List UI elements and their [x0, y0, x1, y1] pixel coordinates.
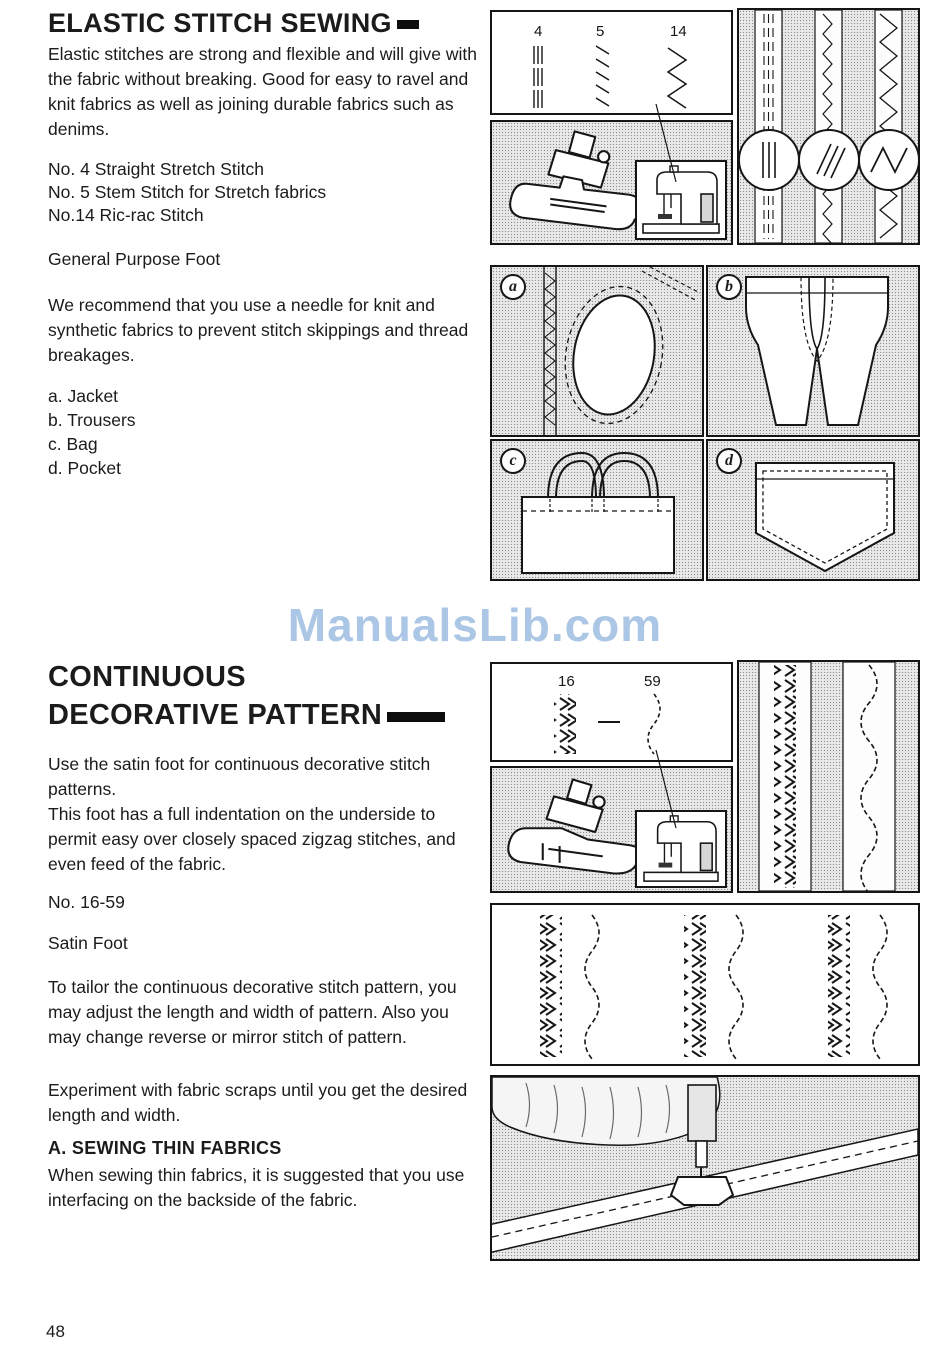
decorative-sample-illustration — [739, 662, 918, 891]
section-title-continuous — [48, 658, 445, 734]
application-item: a. Jacket — [48, 386, 119, 406]
general-purpose-foot-illustration — [494, 122, 644, 243]
general-purpose-foot-panel — [490, 120, 733, 245]
figure-applications-grid — [490, 265, 920, 581]
stitch-list-item: No. 5 Stem Stitch for Stretch fabrics — [48, 182, 327, 202]
satin-foot-illustration — [494, 770, 644, 893]
stitch-closeup-panel — [737, 8, 920, 245]
figure-decorative-overview — [490, 660, 920, 893]
application-item: b. Trousers — [48, 410, 136, 430]
thin-fabrics-subheading: A. SEWING THIN FABRICS — [48, 1138, 282, 1158]
page-number: 48 — [46, 1322, 65, 1341]
gathered-fabric — [492, 1077, 720, 1145]
pattern-group-2 — [684, 915, 743, 1059]
manualslib-watermark: ManualsLib.com — [287, 599, 663, 651]
continuous-para4: Experiment with fabric scraps until you get the desired length and width. — [48, 1080, 468, 1125]
panel-label-a: a — [500, 274, 526, 300]
elastic-applications-list — [48, 384, 136, 480]
elastic-needle-note: We recommend that you use a needle for knit and synthetic fabrics to prevent stitch skippings and thread breakages. — [48, 295, 469, 365]
application-item: c. Bag — [48, 434, 98, 454]
satin-foot-panel — [490, 766, 733, 893]
continuous-para3: To tailor the continuous decorative stitch pattern, you may adjust the length and width of pattern. Also you may change reverse or mirror stitch of pattern. — [48, 977, 457, 1047]
stitch-label-5: 5 — [596, 23, 605, 40]
stitch-label-14: 14 — [670, 23, 687, 40]
section-title-line2: DECORATIVE PATTERN — [48, 699, 383, 731]
continuous-para5: When sewing thin fabrics, it is suggested that you use interfacing on the backside of the fabric. — [48, 1165, 465, 1210]
figure-pattern-variations — [490, 903, 920, 1066]
panel-label-d: d — [716, 448, 742, 474]
pattern-number-panel — [490, 662, 733, 762]
continuous-para1: Use the satin foot for continuous decorative stitch patterns. — [48, 754, 431, 799]
pattern-16-glyph — [554, 694, 576, 754]
stitch-list-item: No. 4 Straight Stretch Stitch — [48, 159, 264, 179]
sewing-machine-mini-panel — [635, 160, 727, 240]
stitch-label-16: 16 — [558, 673, 575, 690]
panel-bag — [490, 439, 704, 581]
pattern-samples-16-59 — [492, 664, 731, 760]
decorative-sample-panel — [737, 660, 920, 893]
magnifier-circles — [739, 130, 918, 190]
pattern-group-3 — [828, 915, 887, 1059]
figure-elastic-overview — [490, 8, 920, 245]
stitch-number-panel — [490, 10, 733, 115]
title-bar-decoration — [397, 20, 419, 29]
elastic-stitch-list — [48, 158, 480, 227]
sewing-closeup-illustration — [492, 1077, 918, 1259]
continuous-intro — [48, 752, 484, 877]
panel-pocket — [706, 439, 920, 581]
sewing-machine-illustration — [637, 812, 725, 886]
panel-jacket — [490, 265, 704, 437]
pattern-group-1 — [540, 915, 599, 1059]
sewing-machine-mini-panel — [635, 810, 727, 888]
figure-sewing-closeup — [490, 1075, 920, 1261]
continuous-foot-name: Satin Foot — [48, 933, 128, 953]
stitch-label-59: 59 — [644, 673, 661, 690]
straight-stretch-stitch-glyph — [534, 46, 542, 108]
section-title-line1: CONTINUOUS — [48, 661, 246, 693]
stitch-label-4: 4 — [534, 23, 543, 40]
panel-label-b: b — [716, 274, 742, 300]
pattern-59-glyph — [648, 694, 660, 754]
section-title-line2-row — [48, 696, 445, 734]
elastic-foot-name: General Purpose Foot — [48, 249, 221, 269]
title-bar-decoration — [387, 712, 445, 722]
chevron-pattern-strip — [774, 665, 796, 888]
ric-rac-stitch-glyph — [668, 48, 686, 108]
sewing-machine-illustration — [637, 162, 725, 238]
stitch-list-item: No.14 Ric-rac Stitch — [48, 205, 204, 225]
stitch-samples-4-5-14 — [492, 12, 731, 113]
stitch-closeup-illustration — [739, 10, 918, 243]
elastic-intro-paragraph: Elastic stitches are strong and flexible and will give with the fabric without breaking. Good for easy to ravel and knit fabrics as well as joining durable fabrics such as denims. — [48, 44, 477, 139]
stem-stitch-glyph — [596, 46, 609, 106]
panel-label-c: c — [500, 448, 526, 474]
panel-trousers — [706, 265, 920, 437]
section-title-elastic-text: ELASTIC STITCH SEWING — [48, 8, 392, 38]
section-title-elastic — [48, 8, 419, 39]
continuous-para2: This foot has a full indentation on the underside to permit easy over closely spaced zigzag stitches, and even feed of the fabric. — [48, 804, 456, 874]
application-item: d. Pocket — [48, 458, 121, 478]
pattern-variations-illustration — [492, 905, 918, 1064]
continuous-stitch-number: No. 16-59 — [48, 892, 125, 912]
